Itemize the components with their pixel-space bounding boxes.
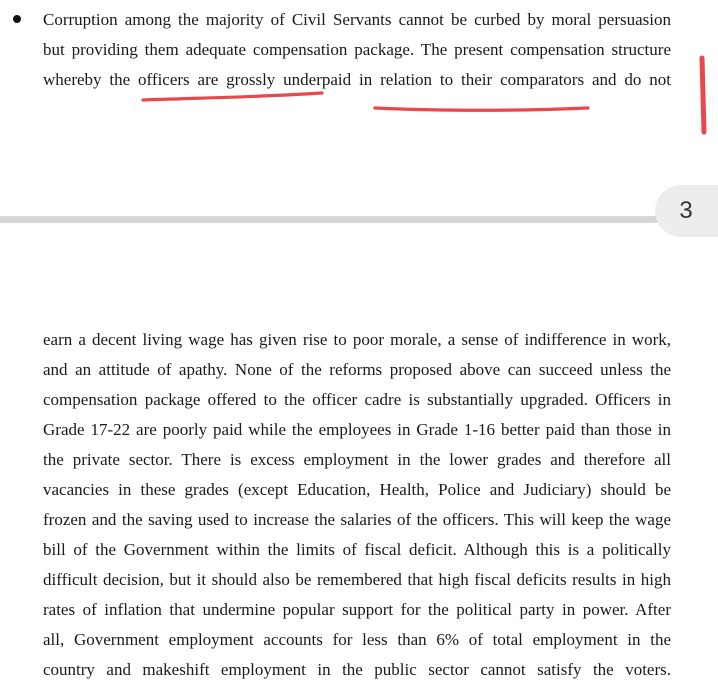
paragraph-line: rates of inflation that undermine popular support for the political party in power. After xyxy=(43,600,671,619)
page-number: 3 xyxy=(679,197,693,224)
underline-mark-comparators xyxy=(375,108,588,110)
paragraph-line: bill of the Government within the limits of fiscal deficit. Although this is a politically xyxy=(43,540,671,559)
paragraph-line: Corruption among the majority of Civil Servants cannot be curbed by moral persuasion xyxy=(43,10,671,29)
paragraph-line: but providing them adequate compensation package. The present compensation structure xyxy=(43,40,671,59)
paragraph-line: earn a decent living wage has given rise to poor morale, a sense of indifference in work, xyxy=(43,330,671,349)
paragraph-line: vacancies in these grades (except Education, Health, Police and Judiciary) should be xyxy=(43,480,671,499)
page-divider xyxy=(0,216,660,223)
margin-bar-mark xyxy=(702,58,704,132)
paragraph-line: whereby the officers are grossly underpaid in relation to their comparators and do not xyxy=(43,70,671,89)
bullet-icon xyxy=(13,15,21,23)
paragraph-line: difficult decision, but it should also be remembered that high fiscal deficits results in high xyxy=(43,570,671,589)
underline-mark-grossly-underpaid xyxy=(143,93,322,100)
page-number-badge xyxy=(655,185,718,237)
paragraph-line: country and makeshift employment in the public sector cannot satisfy the voters. xyxy=(43,660,671,679)
paragraph-line: compensation package offered to the officer cadre is substantially upgraded. Officers in xyxy=(43,390,671,409)
paragraph-line: frozen and the saving used to increase the salaries of the officers. This will keep the wage xyxy=(43,510,671,529)
paragraph-line: and an attitude of apathy. None of the reforms proposed above can succeed unless the xyxy=(43,360,671,379)
paragraph-line: Grade 17-22 are poorly paid while the employees in Grade 1-16 better paid than those in xyxy=(43,420,671,439)
paragraph-line: all, Government employment accounts for less than 6% of total employment in the xyxy=(43,630,671,649)
paragraph-line: the private sector. There is excess employment in the lower grades and therefore all xyxy=(43,450,671,469)
